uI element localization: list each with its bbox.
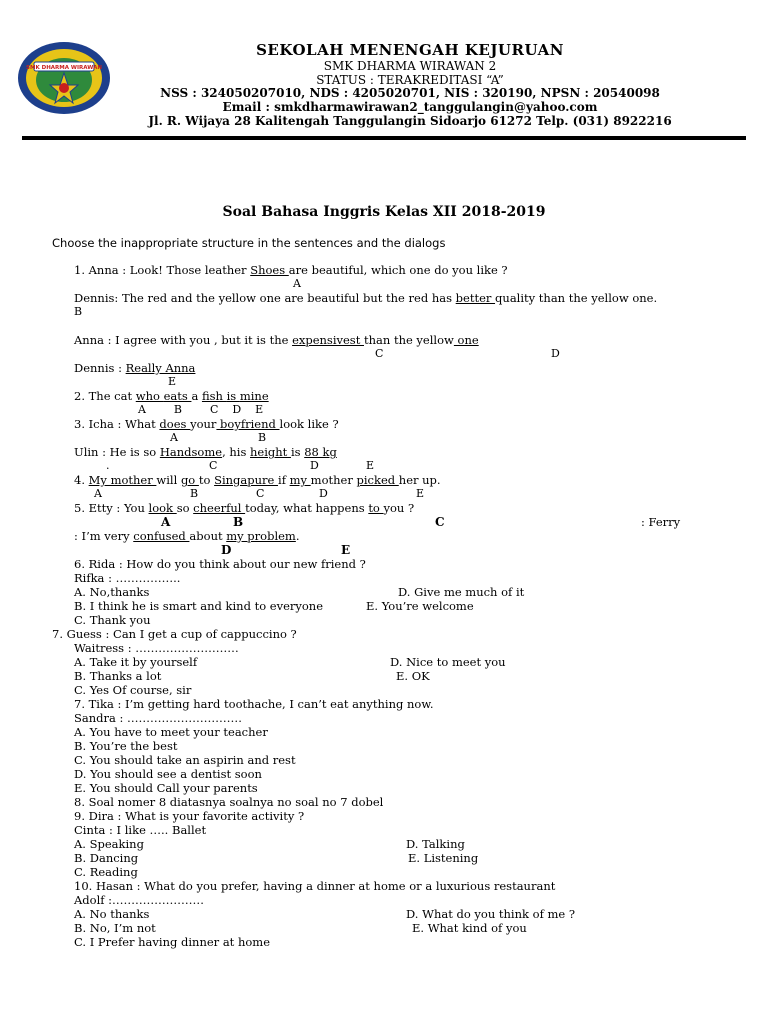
q7b-reply: Sandra : ………………………… <box>74 711 243 725</box>
q9-option-b: B. Dancing <box>74 851 139 865</box>
q6-option-c: C. Thank you <box>74 613 151 627</box>
school-ids: NSS : 324050207010, NDS : 4205020701, NIS : 320190, NPSN : 20540098 <box>160 86 660 100</box>
q3-dot: . <box>106 459 110 472</box>
q7-option-b: B. Thanks a lot <box>74 669 162 683</box>
q2-labels: A B C D E <box>138 403 264 416</box>
school-address: Jl. R. Wijaya 28 Kalitengah Tanggulangin Sidoarjo 61272 Telp. (031) 8922216 <box>148 114 672 128</box>
q2-line: 2. The cat who eats a fish is mine <box>74 389 269 403</box>
q4-line: 4. My mother will go to Singapure if my mother picked her up. <box>74 473 441 487</box>
q3-line2: Ulin : He is so Handsome, his height is 88 kg <box>74 445 337 459</box>
q5-line1: 5. Etty : You look so cheerful today, what happens to you ? <box>74 501 415 515</box>
q9-reply: Cinta : I like ….. Ballet <box>74 823 207 837</box>
q5-line2: : I’m very confused about my problem. <box>74 529 300 543</box>
q7b-prompt: 7. Tika : I’m getting hard toothache, I can’t eat anything now. <box>74 697 434 711</box>
q3-label-b: B <box>258 431 267 444</box>
logo-banner-text: SMK DHARMA WIRAWAN <box>26 65 102 71</box>
q1-label-c: C <box>375 347 384 360</box>
q5-label-d: D <box>221 543 232 557</box>
q7b-option-b: B. You’re the best <box>74 739 178 753</box>
q7b-option-d: D. You should see a dentist soon <box>74 767 262 781</box>
q5-ferry: : Ferry <box>641 515 681 529</box>
q1-line3: Anna : I agree with you , but it is the expensivest than the yellow one <box>74 333 479 347</box>
q3-line1: 3. Icha : What does your boyfriend look like ? <box>74 417 339 431</box>
q7-option-a: A. Take it by yourself <box>74 655 198 669</box>
q6-option-d: D. Give me much of it <box>398 585 525 599</box>
q10-option-c: C. I Prefer having dinner at home <box>74 935 270 949</box>
q4-label-b: B <box>190 487 199 500</box>
q4-label-d: D <box>319 487 328 500</box>
q1-label-d: D <box>551 347 560 360</box>
q10-option-d: D. What do you think of me ? <box>406 907 576 921</box>
q6-option-a: A. No,thanks <box>74 585 150 599</box>
school-name: SMK DHARMA WIRAWAN 2 <box>323 59 497 73</box>
q6-option-e: E. You’re welcome <box>366 599 474 613</box>
q7-reply: Waitress : ……………………… <box>74 641 239 655</box>
q4-label-e: E <box>416 487 425 500</box>
q1-label-a: A <box>293 277 301 290</box>
q3-label-e: E <box>366 459 375 472</box>
q5-label-b: B <box>233 515 244 529</box>
accreditation-status: STATUS : TERAKREDITASI “A” <box>316 73 504 87</box>
q5-label-e: E <box>341 543 351 557</box>
q1-label-b: B <box>74 305 83 318</box>
q1-line2: Dennis: The red and the yellow one are beautiful but the red has better quality than the yellow one. <box>74 291 658 305</box>
q7-option-c: C. Yes Of course, sir <box>74 683 192 697</box>
q5-label-a: A <box>161 515 171 529</box>
q6-reply: Rifka : …………….. <box>74 571 181 585</box>
q1-line4: Dennis : Really Anna <box>74 361 196 375</box>
q4-label-a: A <box>94 487 102 500</box>
school-logo <box>16 40 112 116</box>
header-divider <box>22 136 746 140</box>
q9-option-a: A. Speaking <box>74 837 144 851</box>
q9-option-e: E. Listening <box>408 851 479 865</box>
q10-option-a: A. No thanks <box>74 907 150 921</box>
q7b-option-a: A. You have to meet your teacher <box>74 725 268 739</box>
instruction: Choose the inappropriate structure in the sentences and the dialogs <box>52 236 446 250</box>
logo-gear <box>59 83 69 93</box>
q7-prompt: 7. Guess : Can I get a cup of cappuccino ? <box>52 627 297 641</box>
q9-option-d: D. Talking <box>406 837 465 851</box>
q10-option-e: E. What kind of you <box>412 921 527 935</box>
q6-option-b: B. I think he is smart and kind to everyone <box>74 599 324 613</box>
q7b-option-e: E. You should Call your parents <box>74 781 258 795</box>
q9-option-c: C. Reading <box>74 865 138 879</box>
q10-reply: Adolf :…………………… <box>74 893 205 907</box>
q7b-option-c: C. You should take an aspirin and rest <box>74 753 296 767</box>
q9-prompt: 9. Dira : What is your favorite activity ? <box>74 809 305 823</box>
q1-label-e: E <box>168 375 177 388</box>
q5-label-c: C <box>435 515 445 529</box>
q3-label-d: D <box>310 459 319 472</box>
school-title: SEKOLAH MENENGAH KEJURUAN <box>256 41 564 59</box>
q6-prompt: 6. Rida : How do you think about our new friend ? <box>74 557 366 571</box>
q7-option-d: D. Nice to meet you <box>390 655 506 669</box>
q7-option-e: E. OK <box>396 669 430 683</box>
q10-option-b: B. No, I’m not <box>74 921 156 935</box>
q10-prompt: 10. Hasan : What do you prefer, having a dinner at home or a luxurious restaurant <box>74 879 556 893</box>
q3-label-a: A <box>170 431 178 444</box>
q8-text: 8. Soal nomer 8 diatasnya soalnya no soal no 7 dobel <box>74 795 384 809</box>
q1-line1: 1. Anna : Look! Those leather Shoes are beautiful, which one do you like ? <box>74 263 508 277</box>
school-email: Email : smkdharmawirawan2_tanggulangin@yahoo.com <box>222 100 598 114</box>
exam-title: Soal Bahasa Inggris Kelas XII 2018-2019 <box>222 204 546 220</box>
q4-label-c: C <box>256 487 265 500</box>
q3-label-c: C <box>209 459 218 472</box>
